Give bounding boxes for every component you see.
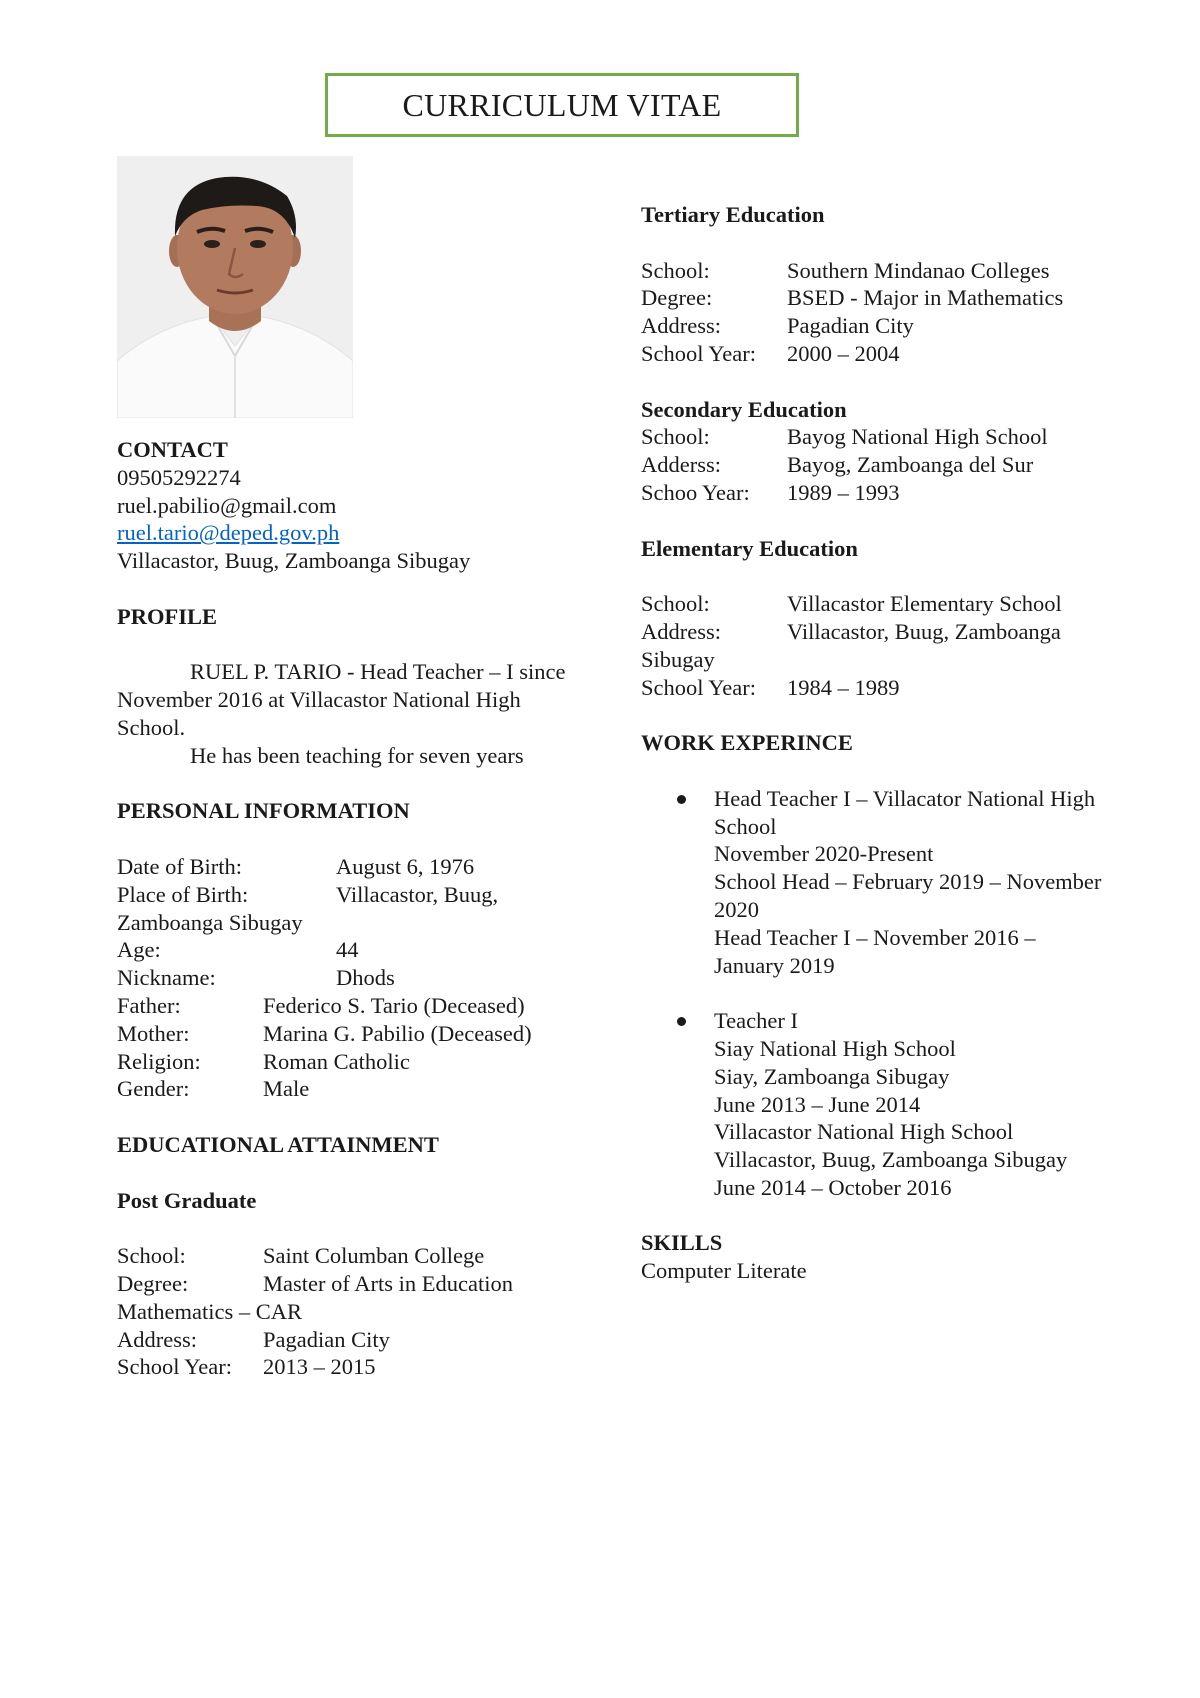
- post-graduate-heading: Post Graduate: [117, 1187, 257, 1213]
- field-value-continued: Zamboanga Sibugay: [117, 909, 303, 935]
- profile-heading: PROFILE: [117, 603, 218, 629]
- field-label: Nickname:: [117, 965, 216, 991]
- tertiary-heading: Tertiary Education: [641, 202, 825, 227]
- bullet-icon: [677, 795, 686, 804]
- work-line: Villacastor, Buug, Zamboanga Sibugay: [714, 1147, 1068, 1173]
- secondary-row-address: [641, 451, 1111, 479]
- tertiary-row-degree: [641, 284, 1111, 312]
- field-value: Marina G. Pabilio (Deceased): [263, 1020, 532, 1046]
- bullet-icon: [677, 1017, 686, 1026]
- field-label: Adderss:: [641, 452, 721, 478]
- field-value: Bayog, Zamboanga del Sur: [787, 452, 1034, 478]
- work-line: School Head – February 2019 – November 2020: [714, 869, 1102, 922]
- personal-row-dob: [117, 853, 587, 881]
- field-label: Schoo Year:: [641, 479, 750, 505]
- field-value: Saint Columban College: [263, 1243, 485, 1269]
- secondary-row-school-year: [641, 479, 1111, 507]
- elementary-row-school-year: [641, 674, 1111, 702]
- work-line: Head Teacher I – November 2016 – January 2019: [714, 924, 1036, 978]
- contact-address: Villacastor, Buug, Zamboanga Sibugay: [117, 548, 471, 574]
- field-value: Dhods: [336, 965, 395, 991]
- pg-row-school: [117, 1242, 587, 1270]
- work-item: [714, 785, 1111, 980]
- work-line: November 2020-Present: [714, 841, 934, 867]
- pg-row-address: [117, 1326, 587, 1354]
- secondary-heading: Secondary Education: [641, 396, 847, 422]
- field-label: School Year:: [641, 340, 757, 366]
- secondary-row-school: [641, 423, 1111, 451]
- pg-row-school-year: [117, 1353, 587, 1381]
- work-line: Head Teacher I – Villacator National High School: [714, 785, 1096, 839]
- field-label: Place of Birth:: [117, 881, 249, 907]
- field-label: Degree:: [117, 1270, 189, 1296]
- contact-email-personal: ruel.pabilio@gmail.com: [117, 492, 337, 518]
- field-value: Male: [263, 1076, 310, 1102]
- field-label: Mother:: [117, 1020, 190, 1046]
- field-value: Villacastor Elementary School: [787, 591, 1062, 617]
- profile-text-2: He has been teaching for seven years: [190, 742, 524, 768]
- field-label: School Year:: [641, 674, 757, 700]
- profile-text: RUEL P. TARIO - Head Teacher – I since November 2016 at Villacastor National High School.: [117, 659, 566, 740]
- field-value: 1984 – 1989: [787, 674, 900, 700]
- work-list: [641, 785, 1111, 1202]
- field-value: 2013 – 2015: [263, 1354, 376, 1380]
- elementary-heading: Elementary Education: [641, 535, 858, 561]
- tertiary-row-school: [641, 257, 1111, 285]
- tertiary-row-school-year: [641, 340, 1111, 368]
- personal-row-nickname: [117, 964, 587, 992]
- tertiary-row-address: [641, 312, 1111, 340]
- work-spacer: [714, 979, 1111, 1007]
- field-value: Villacastor, Buug, Zamboanga: [787, 618, 1061, 644]
- field-label: Degree:: [641, 285, 713, 311]
- field-value: Bayog National High School: [787, 424, 1048, 450]
- personal-row-age: [117, 936, 587, 964]
- personal-row-religion: [117, 1048, 587, 1076]
- field-value: Master of Arts in Education: [263, 1270, 513, 1296]
- field-label: School:: [641, 591, 710, 617]
- work-line: June 2014 – October 2016: [714, 1174, 952, 1200]
- work-line: Teacher I: [714, 1008, 798, 1034]
- field-value-continued: Sibugay: [641, 646, 715, 672]
- contact-phone: 09505292274: [117, 464, 241, 490]
- field-value: 1989 – 1993: [787, 479, 900, 505]
- education-heading: EDUCATIONAL ATTAINMENT: [117, 1131, 439, 1157]
- field-value: Southern Mindanao Colleges: [787, 257, 1050, 283]
- portrait-image: [117, 156, 353, 418]
- field-value: Roman Catholic: [263, 1048, 410, 1074]
- field-label: Address:: [641, 313, 721, 339]
- field-label: School:: [117, 1243, 186, 1269]
- document-title: CURRICULUM VITAE: [325, 73, 799, 137]
- field-value: Pagadian City: [263, 1326, 390, 1352]
- right-column: [641, 201, 1111, 1285]
- skills-value: Computer Literate: [641, 1258, 807, 1284]
- field-value: Federico S. Tario (Deceased): [263, 992, 525, 1018]
- work-line: June 2013 – June 2014: [714, 1091, 921, 1117]
- field-value: Pagadian City: [787, 313, 914, 339]
- field-value-continued: Mathematics – CAR: [117, 1298, 302, 1324]
- contact-heading: CONTACT: [117, 437, 228, 462]
- pg-row-degree: [117, 1270, 587, 1298]
- work-heading: WORK EXPERINCE: [641, 730, 853, 756]
- field-label: Address:: [117, 1326, 197, 1352]
- personal-row-father: [117, 992, 587, 1020]
- field-label: Date of Birth:: [117, 853, 242, 879]
- field-label: Religion:: [117, 1048, 201, 1074]
- personal-row-gender: [117, 1075, 587, 1103]
- work-line: Siay, Zamboanga Sibugay: [714, 1063, 950, 1089]
- skills-heading: SKILLS: [641, 1230, 723, 1256]
- personal-row-mother: [117, 1020, 587, 1048]
- field-label: School:: [641, 257, 710, 283]
- field-label: School:: [641, 424, 710, 450]
- field-label: School Year:: [117, 1354, 233, 1380]
- elementary-row-school: [641, 590, 1111, 618]
- left-column: [117, 436, 587, 1381]
- field-value: BSED - Major in Mathematics: [787, 285, 1064, 311]
- field-label: Gender:: [117, 1076, 190, 1102]
- field-label: Age:: [117, 937, 161, 963]
- field-value: August 6, 1976: [336, 853, 475, 879]
- profile-photo: [117, 156, 353, 418]
- work-line: Siay National High School: [714, 1035, 956, 1061]
- work-item: [714, 1007, 1111, 1202]
- elementary-row-address: [641, 618, 1111, 646]
- field-label: Father:: [117, 992, 181, 1018]
- contact-email-work-link[interactable]: ruel.tario@deped.gov.ph: [117, 520, 340, 546]
- field-value: 2000 – 2004: [787, 340, 900, 366]
- personal-row-pob: [117, 881, 587, 909]
- field-value: 44: [336, 937, 359, 963]
- work-line: Villacastor National High School: [714, 1119, 1014, 1145]
- field-value: Villacastor, Buug,: [336, 881, 499, 907]
- field-label: Address:: [641, 618, 721, 644]
- personal-info-heading: PERSONAL INFORMATION: [117, 798, 410, 824]
